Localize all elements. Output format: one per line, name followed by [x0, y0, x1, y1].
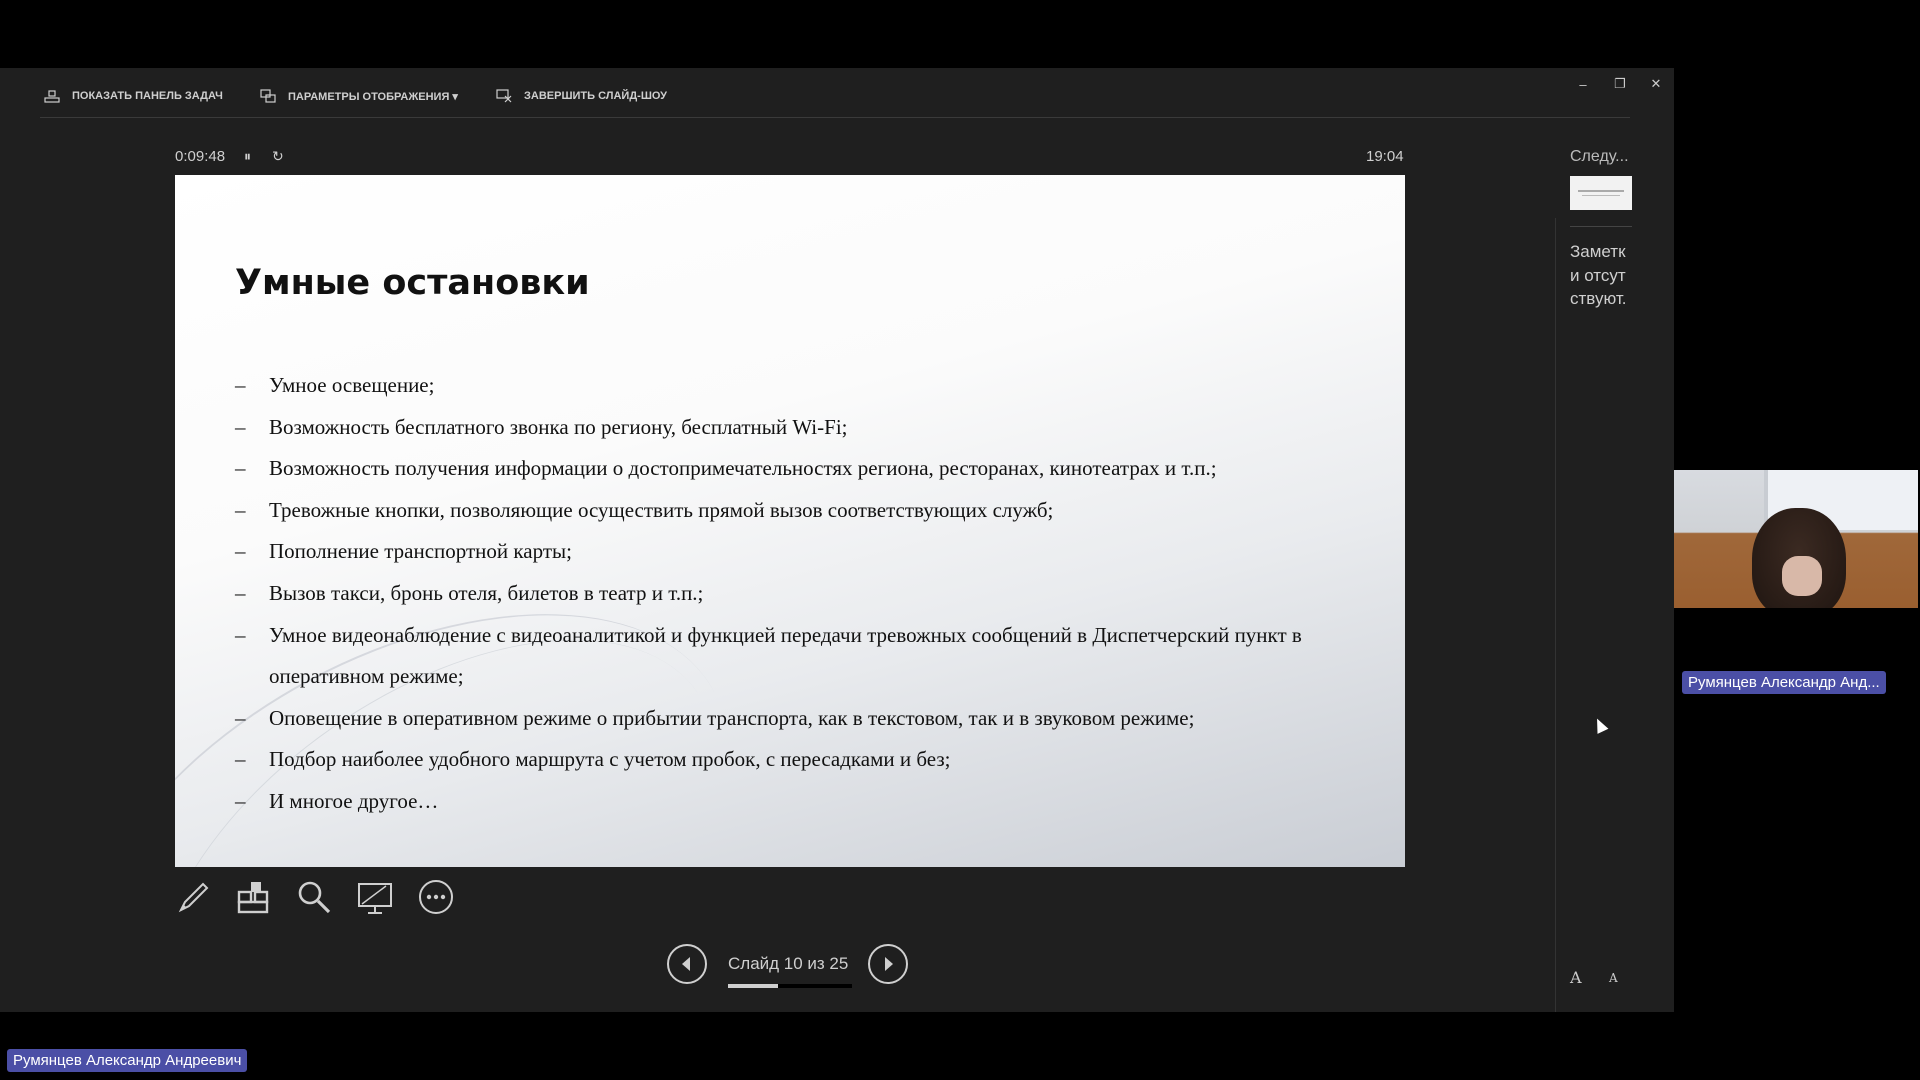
next-slide-label: Следу... [1570, 148, 1629, 165]
bullet-text: Тревожные кнопки, позволяющие осуществить прямой вызов соответствующих служб; [269, 497, 1054, 522]
slide-bullet-item [235, 698, 1375, 740]
bullet-marker: – [235, 747, 246, 772]
next-slide-thumbnail[interactable] [1570, 176, 1632, 210]
pen-icon[interactable] [175, 878, 213, 916]
bullet-text: Умное освещение; [269, 373, 435, 397]
bullet-text: Возможность получения информации о достопримечательностях региона, ресторанах, кинотеатрах и т.п.; [269, 456, 1217, 481]
slide-progress-fill [728, 984, 778, 988]
reset-timer-icon[interactable]: ↻ [272, 148, 284, 164]
slide-bullet-item [235, 573, 1375, 615]
bullet-marker: – [235, 456, 246, 481]
bullet-text: Умное видеонаблюдение с видеоаналитикой и функцией передачи тревожных сообщений в Диспетчерский пункт в оперативном режиме; [269, 622, 1302, 689]
presenter-toolbar [0, 68, 1674, 118]
slide-bullet-item [235, 615, 1375, 698]
bullet-marker: – [235, 622, 246, 647]
end-slideshow-button[interactable] [496, 86, 667, 106]
video-name-tag: Румянцев Александр Анд... [1682, 671, 1886, 694]
show-taskbar-button[interactable] [44, 86, 223, 106]
bullet-text: Возможность бесплатного звонка по региону, бесплатный Wi-Fi; [269, 414, 848, 439]
slide-bullet-item [235, 781, 1375, 823]
zoom-icon[interactable] [295, 878, 333, 916]
elapsed-timer: 0:09:48 [175, 148, 226, 165]
bullet-text: Подбор наиболее удобного маршрута с учетом пробок, с пересадками и без; [269, 747, 951, 772]
speaker-notes: Заметки отсутствуют. [1570, 242, 1627, 308]
bullet-marker: – [235, 705, 246, 730]
bullet-marker: – [235, 788, 246, 813]
bullet-text: Пополнение транспортной карты; [269, 539, 572, 564]
next-arrow-icon [870, 946, 906, 982]
grid-icon[interactable] [235, 878, 273, 916]
slide-bullet-item [235, 448, 1375, 490]
slide-counter: Слайд 10 из 25 [728, 954, 849, 973]
display-settings-button[interactable] [260, 86, 458, 106]
clock: 19:04 [1366, 148, 1404, 165]
slide-navigation [0, 940, 1674, 990]
bullet-marker: – [235, 414, 246, 439]
slide-bullet-item [235, 490, 1375, 532]
bullet-marker: – [235, 373, 246, 397]
thumbnail-text-line [1578, 190, 1624, 192]
bullet-text: Оповещение в оперативном режиме о прибытии транспорта, как в текстовом, так и в звуковом режиме; [269, 705, 1195, 730]
participant-face [1782, 556, 1822, 596]
sidebar-divider [1555, 218, 1556, 1012]
slide-bullet-item [235, 531, 1375, 573]
end-slideshow-label: ЗАВЕРШИТЬ СЛАЙД-ШОУ [524, 90, 668, 102]
more-icon[interactable] [417, 878, 455, 916]
previous-arrow-icon [669, 946, 705, 982]
end-slideshow-icon [496, 89, 512, 103]
slide-bullet-item [235, 407, 1375, 449]
increase-font-button[interactable]: A [1570, 968, 1582, 987]
bottom-name-tag: Румянцев Александр Андреевич [7, 1049, 247, 1072]
minimize-button[interactable]: – [1579, 76, 1587, 92]
slide-bullet-item [235, 365, 1375, 407]
close-button[interactable]: ✕ [1650, 76, 1662, 91]
pause-timer-icon[interactable]: ⏸ [244, 148, 251, 164]
display-settings-icon [260, 89, 276, 103]
participant-video [1674, 470, 1918, 608]
decrease-font-button[interactable]: A [1609, 971, 1618, 985]
bullet-text: И многое другое… [269, 788, 439, 813]
slide-bullet-list [235, 365, 1375, 823]
taskbar-icon [44, 89, 60, 103]
bullet-text: Вызов такси, бронь отеля, билетов в театр и т.п.; [269, 580, 704, 605]
screen-icon[interactable] [356, 878, 394, 916]
next-slide-button[interactable] [868, 944, 908, 984]
bullet-marker: – [235, 497, 246, 522]
bullet-marker: – [235, 539, 246, 564]
bullet-marker: – [235, 580, 246, 605]
current-slide [175, 175, 1405, 867]
slide-title: Умные остановки [235, 263, 590, 303]
display-settings-label: ПАРАМЕТРЫ ОТОБРАЖЕНИЯ ▾ [288, 90, 458, 103]
slide-progress-bar [728, 984, 852, 988]
restore-button[interactable]: ❐ [1614, 76, 1626, 91]
presenter-view [0, 68, 1674, 1012]
slide-bullet-item [235, 739, 1375, 781]
toolbar-divider [40, 117, 1630, 118]
previous-slide-button[interactable] [667, 944, 707, 984]
sidebar-separator [1570, 226, 1632, 227]
show-taskbar-label: ПОКАЗАТЬ ПАНЕЛЬ ЗАДАЧ [72, 90, 223, 102]
thumbnail-text-line [1582, 195, 1620, 196]
